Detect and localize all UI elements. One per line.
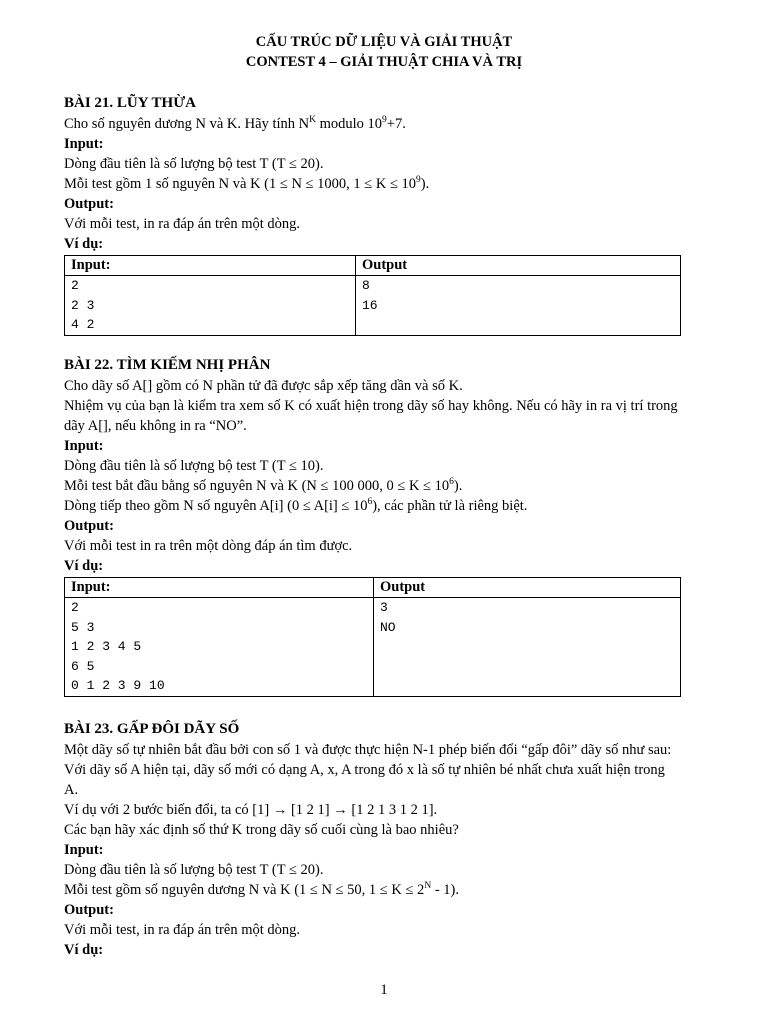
col-input-header: Input: <box>65 256 356 276</box>
example-input-line: 1 2 3 4 5 <box>71 639 142 654</box>
document-title: CẤU TRÚC DỮ LIỆU VÀ GIẢI THUẬT <box>255 34 513 50</box>
example-input-cell <box>65 276 356 336</box>
problem-description: dãy A[], nếu không in ra “NO”. <box>64 418 247 434</box>
problem-description: Nhiệm vụ của bạn là kiểm tra xem số K có xuất hiện trong dãy số hay không. Nếu có hãy in ra vị trí trong <box>64 398 678 414</box>
col-output-header: Output <box>356 256 681 276</box>
problem-23 <box>64 718 714 960</box>
example-input-line: 5 3 <box>71 619 95 635</box>
problem-description: Cho dãy số A[] gồm có N phần tử đã được sắp xếp tăng dần và số K. <box>64 378 463 394</box>
example-input-line: 2 3 <box>71 297 95 313</box>
input-heading: Input: <box>64 438 104 454</box>
input-line: Mỗi test gồm 1 số nguyên N và K (1 ≤ N ≤ 1000, $1 \le K \le 10^9$). <box>64 175 430 192</box>
input-line: Dòng đầu tiên là số lượng bộ test T (T ≤ 10). <box>64 458 324 474</box>
input-line: Dòng tiếp theo gồm N số nguyên A[i] $(0 \le A[i] \le 10^6)$, các phần tử là riêng biệt. <box>64 497 528 514</box>
output-line: Với mỗi test, in ra đáp án trên một dòng. <box>64 216 301 232</box>
input-line: Dòng đầu tiên là số lượng bộ test T (T ≤ 20). <box>64 156 324 172</box>
example-heading: Ví dụ: <box>64 942 104 958</box>
col-input-header: Input: <box>65 578 374 598</box>
output-heading: Output: <box>64 518 114 534</box>
problem-description: Các bạn hãy xác định số thứ K trong dãy số cuối cùng là bao nhiêu? <box>64 822 459 838</box>
example-output-line: 16 <box>362 297 378 313</box>
problem-description: A. <box>64 782 79 798</box>
problem-21 <box>64 92 714 336</box>
problem-title: BÀI 22. TÌM KIẾM NHỊ PHÂN <box>64 357 271 373</box>
output-line: Với mỗi test, in ra đáp án trên một dòng. <box>64 922 301 938</box>
document-header <box>0 32 768 72</box>
page-number: 1 <box>380 982 388 998</box>
example-table <box>64 577 681 697</box>
example-input-line: 2 <box>71 600 79 615</box>
example-heading: Ví dụ: <box>64 558 104 574</box>
problem-22 <box>64 354 714 697</box>
example-output-line: 8 <box>362 278 370 293</box>
example-output-line: 3 <box>380 600 388 615</box>
example-output-cell <box>374 598 681 697</box>
example-input-line: 4 2 <box>71 317 95 332</box>
example-input-line: 0 1 2 3 9 10 <box>71 678 165 693</box>
problem-description: Một dãy số tự nhiên bắt đầu bởi con số 1 và được thực hiện N-1 phép biến đổi “gấp đôi” dãy số như sau: <box>64 742 672 758</box>
problem-title: BÀI 21. LŨY THỪA <box>64 95 196 111</box>
input-heading: Input: <box>64 842 104 858</box>
problem-description: Cho số nguyên dương N và K. Hãy tính $N^K$ modulo $10^9+7$. <box>64 115 406 132</box>
input-line: Mỗi test bắt đầu bằng số nguyên N và K (N ≤ 100 000, $0 \le K \le 10^6$). <box>64 477 463 494</box>
example-output-cell <box>356 276 681 336</box>
output-line: Với mỗi test in ra trên một dòng đáp án tìm được. <box>64 538 353 554</box>
example-heading: Ví dụ: <box>64 236 104 252</box>
example-input-line: 6 5 <box>71 658 95 674</box>
input-line: Dòng đầu tiên là số lượng bộ test T (T ≤ 20). <box>64 862 324 878</box>
problem-title: BÀI 23. GẤP ĐÔI DÃY SỐ <box>64 721 240 737</box>
col-output-header: Output <box>374 578 681 598</box>
input-line: Mỗi test gồm số nguyên dương N và K (1 ≤ N ≤ 50, $1 \le K \le 2^N - 1$). <box>64 881 459 898</box>
document-subtitle: CONTEST 4 – GIẢI THUẬT CHIA VÀ TRỊ <box>245 54 523 70</box>
output-heading: Output: <box>64 902 114 918</box>
input-heading: Input: <box>64 136 104 152</box>
output-heading: Output: <box>64 196 114 212</box>
example-input-cell <box>65 598 374 697</box>
problem-description: Ví dụ với 2 bước biến đổi, ta có [1] → [1 2 1] → [1 2 1 3 1 2 1]. <box>64 802 438 818</box>
example-output-line: NO <box>380 619 396 635</box>
problem-description: Với dãy số A hiện tại, dãy số mới có dạng A, x, A trong đó x là số tự nhiên bé nhất chưa xuất hiện trong <box>64 762 665 778</box>
example-table <box>64 255 681 336</box>
example-input-line: 2 <box>71 278 79 293</box>
